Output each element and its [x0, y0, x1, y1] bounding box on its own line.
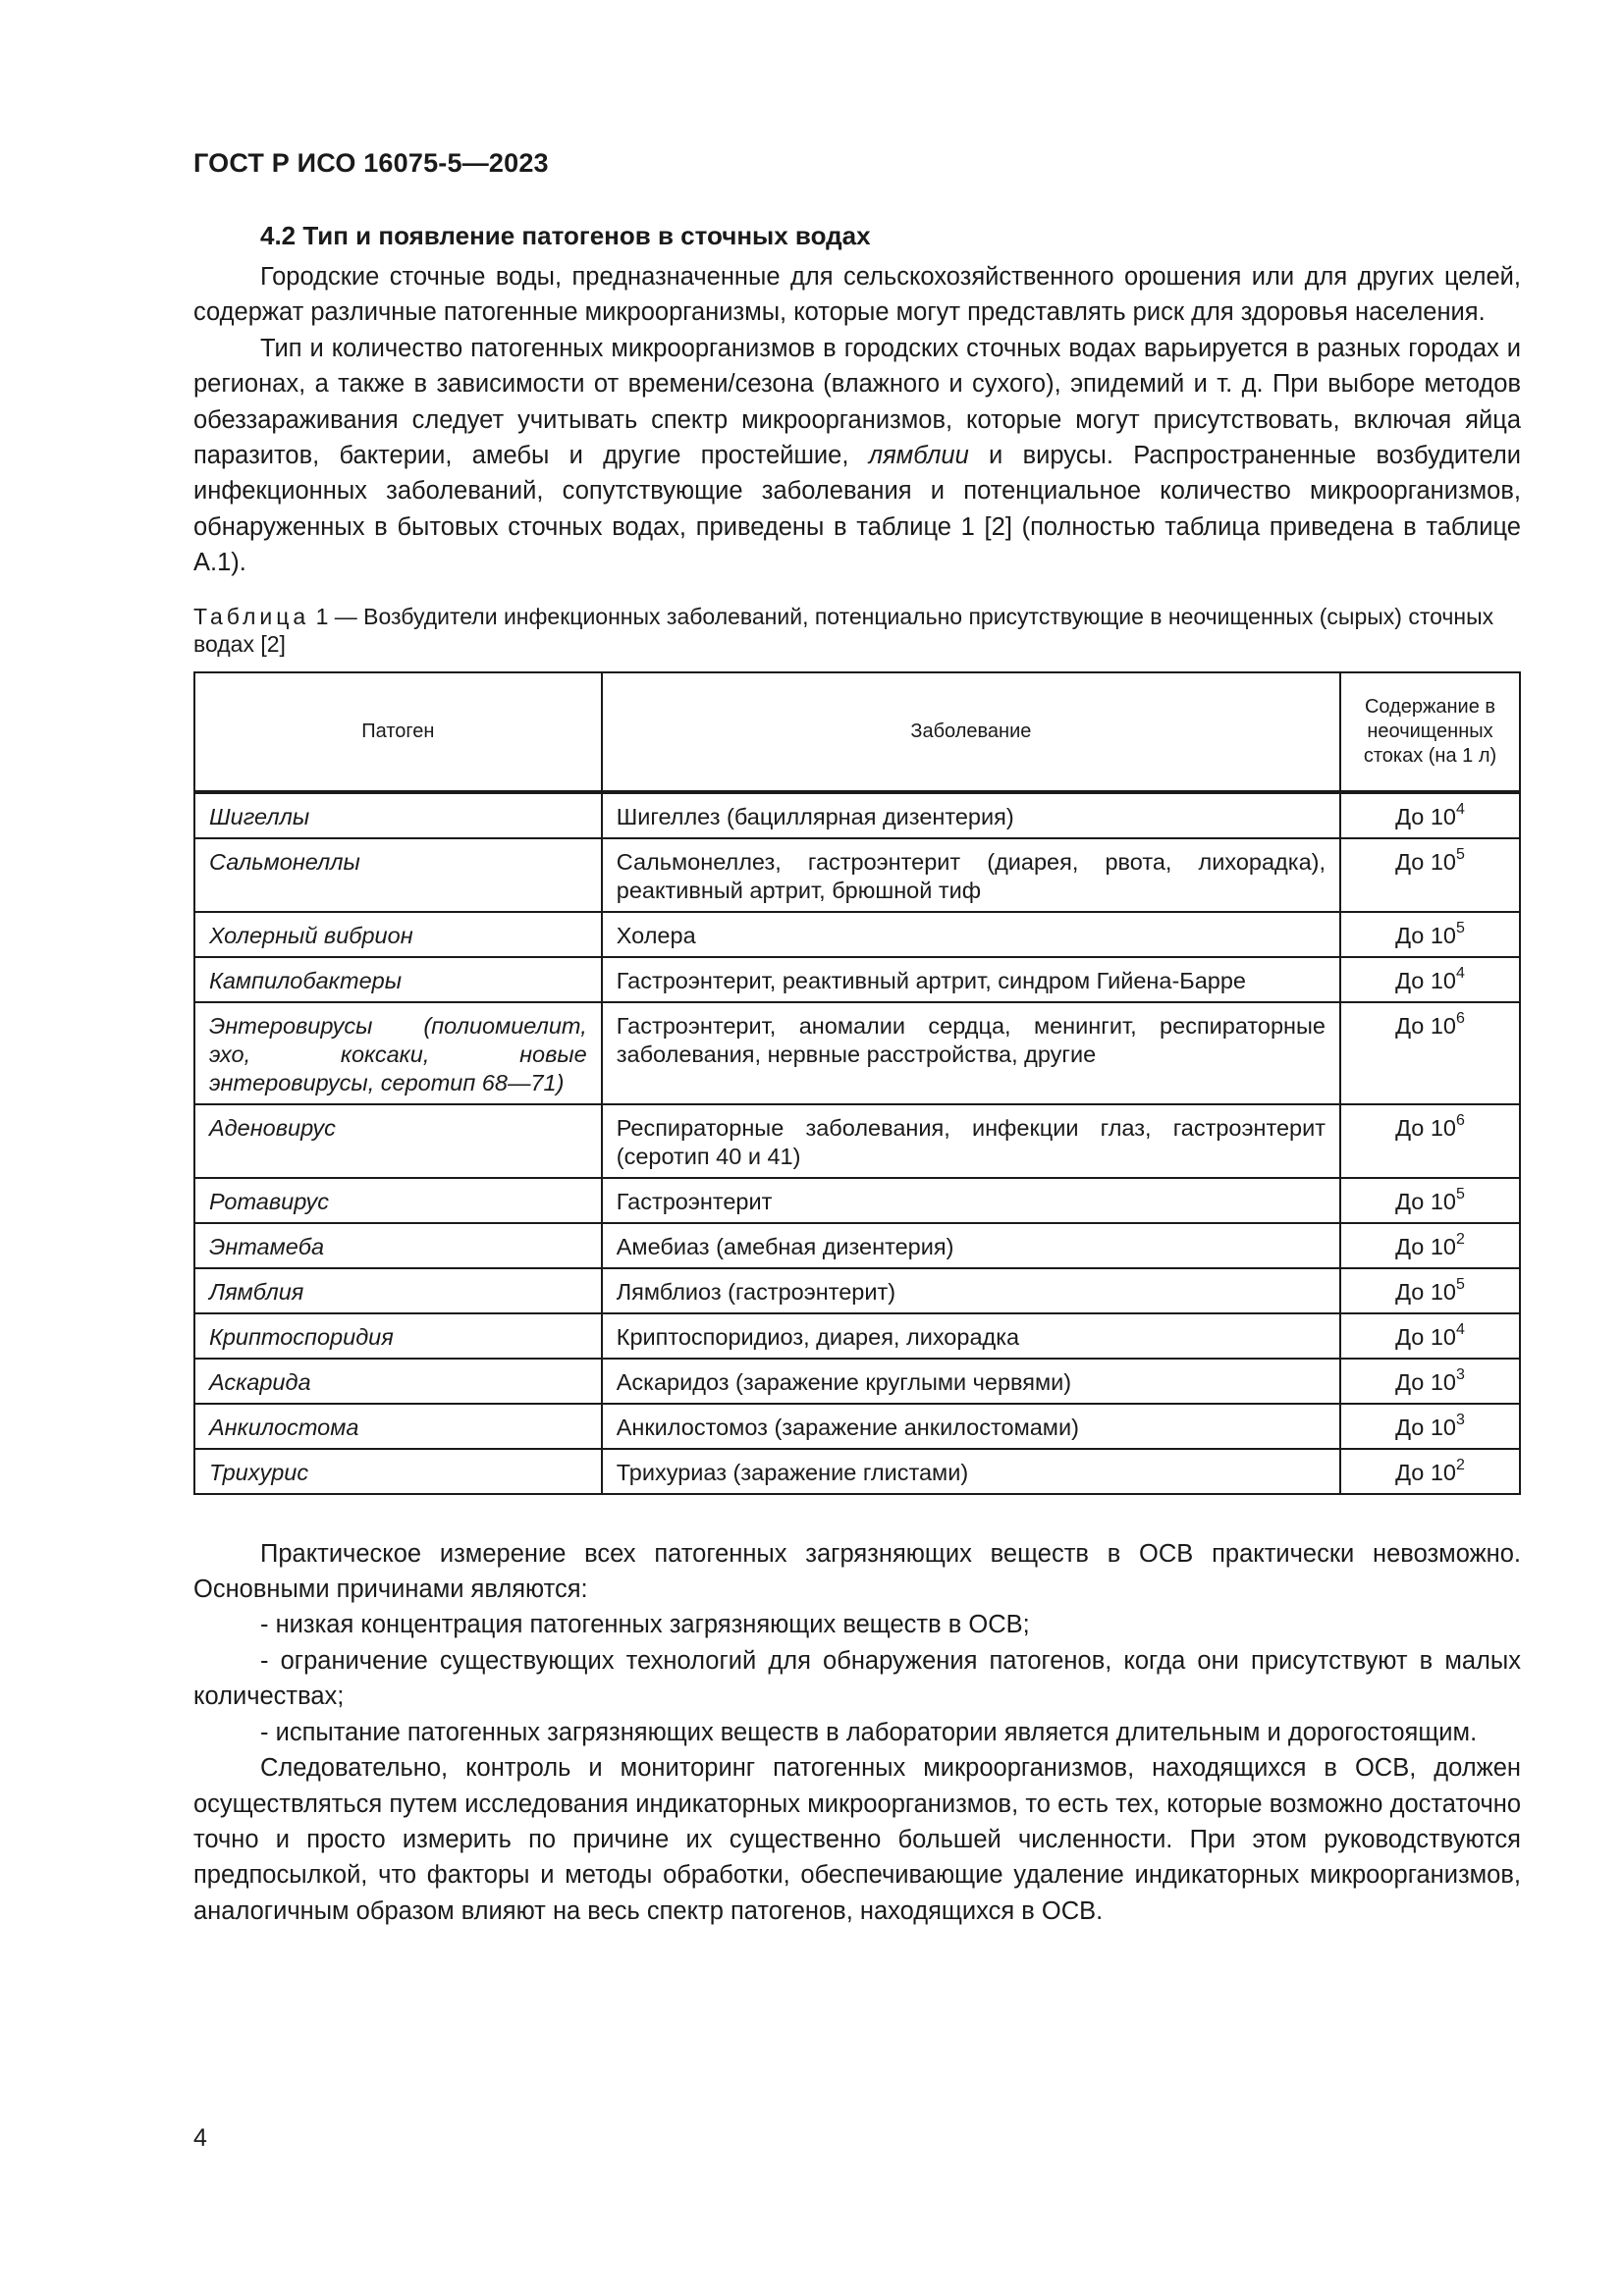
table-caption-text: 1 — Возбудители инфекционных заболеваний, потенциально присутствующие в неочищенных (сырых) сточных водах [2] [193, 603, 1494, 657]
cell-content [1340, 1313, 1520, 1359]
cell-pathogen: Анкилостома [194, 1404, 602, 1449]
cell-disease: Гастроэнтерит, реактивный артрит, синдром Гийена-Барре [602, 957, 1340, 1002]
cell-content [1340, 1002, 1520, 1104]
cell-disease: Анкилостомоз (заражение анкилостомами) [602, 1404, 1340, 1449]
content-base: До 10 [1395, 1459, 1456, 1485]
paragraph [193, 331, 1521, 581]
content-exponent: 5 [1456, 845, 1465, 863]
cell-pathogen: Шигеллы [194, 792, 602, 838]
cell-pathogen: Аденовирус [194, 1104, 602, 1178]
cell-pathogen: Сальмонеллы [194, 838, 602, 912]
paragraph: Следовательно, контроль и мониторинг патогенных микроорганизмов, находящихся в ОСВ, должен осуществляться путем исследования индикаторных микроорганизмов, то есть тех, которые возможно достаточно точно и просто измерить по причине их существенно большей численности. При этом руководствуются предпосылкой, что факторы и методы обработки, обеспечивающие удаление индикаторных микроорганизмов, аналогичным образом влияют на весь спектр патогенов, находящихся в ОСВ. [193, 1754, 1521, 1925]
cell-content [1340, 1449, 1520, 1494]
cell-pathogen: Холерный вибрион [194, 912, 602, 957]
cell-pathogen: Энтеровирусы (полиомиелит, эхо, коксаки, новые энтеровирусы, серотип 68—71) [194, 1002, 602, 1104]
cell-disease: Гастроэнтерит, аномалии сердца, менингит, респираторные заболевания, нервные расстройства, другие [602, 1002, 1340, 1104]
cell-pathogen: Трихурис [194, 1449, 602, 1494]
table-row [194, 1268, 1520, 1313]
table-row [194, 1449, 1520, 1494]
content-base: До 10 [1395, 848, 1456, 875]
cell-content [1340, 912, 1520, 957]
cell-disease: Сальмонеллез, гастроэнтерит (диарея, рвота, лихорадка), реактивный артрит, брюшной тиф [602, 838, 1340, 912]
cell-pathogen: Энтамеба [194, 1223, 602, 1268]
table-row [194, 1223, 1520, 1268]
content-base: До 10 [1395, 1114, 1456, 1141]
list-item: - низкая концентрация патогенных загрязняющих веществ в ОСВ; [260, 1611, 1030, 1639]
table-row [194, 1313, 1520, 1359]
paragraph: Городские сточные воды, предназначенные для сельскохозяйственного орошения или для других целей, содержат различные патогенные микроорганизмы, которые могут представлять риск для здоровья населения. [193, 263, 1521, 327]
paragraph-text: и вирусы. Распространенные возбудители инфекционных заболеваний, сопутствующие заболевания и потенциальное количество микроорганизмов, обнаруженных в бытовых сточных водах, приведены в таблице 1 [2] (полностью таблица приведена в таблице А.1). [193, 442, 1521, 577]
table-caption [193, 603, 1521, 658]
cell-content [1340, 1223, 1520, 1268]
content-base: До 10 [1395, 922, 1456, 948]
table-row [194, 957, 1520, 1002]
section-title: 4.2 Тип и появление патогенов в сточных водах [260, 221, 871, 250]
header-disease: Заболевание [602, 672, 1340, 792]
cell-content [1340, 957, 1520, 1002]
cell-content [1340, 1178, 1520, 1223]
cell-disease: Амебиаз (амебная дизентерия) [602, 1223, 1340, 1268]
cell-content [1340, 1359, 1520, 1404]
cell-content [1340, 1268, 1520, 1313]
cell-content [1340, 1404, 1520, 1449]
document-page [193, 145, 1521, 1929]
table-row [194, 1002, 1520, 1104]
cell-disease: Трихуриаз (заражение глистами) [602, 1449, 1340, 1494]
paragraph-italic-term: лямблии [868, 442, 969, 470]
content-base: До 10 [1395, 1278, 1456, 1305]
pathogens-table [193, 671, 1521, 1495]
content-base: До 10 [1395, 803, 1456, 829]
header-pathogen: Патоген [194, 672, 602, 792]
table-row [194, 1178, 1520, 1223]
table-row [194, 1104, 1520, 1178]
content-exponent: 4 [1456, 1320, 1465, 1338]
content-base: До 10 [1395, 1368, 1456, 1395]
list-item: - ограничение существующих технологий для обнаружения патогенов, когда они присутствуют в малых количествах; [193, 1646, 1521, 1711]
cell-pathogen: Криптоспоридия [194, 1313, 602, 1359]
cell-disease: Холера [602, 912, 1340, 957]
table-header-row [194, 672, 1520, 792]
cell-pathogen: Лямблия [194, 1268, 602, 1313]
cell-disease: Лямблиоз (гастроэнтерит) [602, 1268, 1340, 1313]
page-number: 4 [193, 2124, 207, 2152]
content-exponent: 6 [1456, 1009, 1465, 1027]
content-exponent: 5 [1456, 1275, 1465, 1293]
cell-disease: Шигеллез (бациллярная дизентерия) [602, 792, 1340, 838]
content-exponent: 5 [1456, 919, 1465, 936]
cell-content [1340, 838, 1520, 912]
content-base: До 10 [1395, 1323, 1456, 1350]
table-row [194, 1404, 1520, 1449]
content-exponent: 6 [1456, 1111, 1465, 1129]
table-caption-label: Таблица [193, 603, 310, 629]
content-base: До 10 [1395, 1188, 1456, 1214]
table-row [194, 792, 1520, 838]
header-content: Содержание в неочищенных стоках (на 1 л) [1340, 672, 1520, 792]
document-header: ГОСТ Р ИСО 16075-5—2023 [193, 148, 549, 178]
content-base: До 10 [1395, 1012, 1456, 1039]
cell-disease: Аскаридоз (заражение круглыми червями) [602, 1359, 1340, 1404]
content-base: До 10 [1395, 1233, 1456, 1259]
paragraph: Практическое измерение всех патогенных загрязняющих веществ в ОСВ практически невозможно. Основными причинами являются: [193, 1539, 1521, 1604]
cell-content [1340, 1104, 1520, 1178]
content-exponent: 4 [1456, 964, 1465, 982]
paragraph-text: Тип и количество патогенных микроорганизмов в городских сточных водах варьируется в разных городах и регионах, а также в зависимости от времени/сезона (влажного и сухого), эпидемий и т. д. При выборе методов обеззараживания следует учитывать спектр микроорганизмов, которые могут присутствовать, включая яйца паразитов, бактерии, амебы и другие простейшие, [193, 334, 1521, 470]
list-item: - испытание патогенных загрязняющих веществ в лаборатории является длительным и дорогостоящим. [260, 1718, 1478, 1746]
content-exponent: 3 [1456, 1411, 1465, 1428]
cell-pathogen: Кампилобактеры [194, 957, 602, 1002]
table-row [194, 838, 1520, 912]
cell-disease: Криптоспоридиоз, диарея, лихорадка [602, 1313, 1340, 1359]
content-exponent: 3 [1456, 1365, 1465, 1383]
content-exponent: 2 [1456, 1456, 1465, 1473]
table-row [194, 1359, 1520, 1404]
content-exponent: 5 [1456, 1185, 1465, 1202]
cell-disease: Респираторные заболевания, инфекции глаз, гастроэнтерит (серотип 40 и 41) [602, 1104, 1340, 1178]
cell-pathogen: Аскарида [194, 1359, 602, 1404]
content-base: До 10 [1395, 1414, 1456, 1440]
content-base: До 10 [1395, 967, 1456, 993]
cell-pathogen: Ротавирус [194, 1178, 602, 1223]
cell-disease: Гастроэнтерит [602, 1178, 1340, 1223]
table-body [194, 792, 1520, 1494]
content-exponent: 2 [1456, 1230, 1465, 1248]
cell-content [1340, 792, 1520, 838]
content-exponent: 4 [1456, 800, 1465, 818]
table-row [194, 912, 1520, 957]
